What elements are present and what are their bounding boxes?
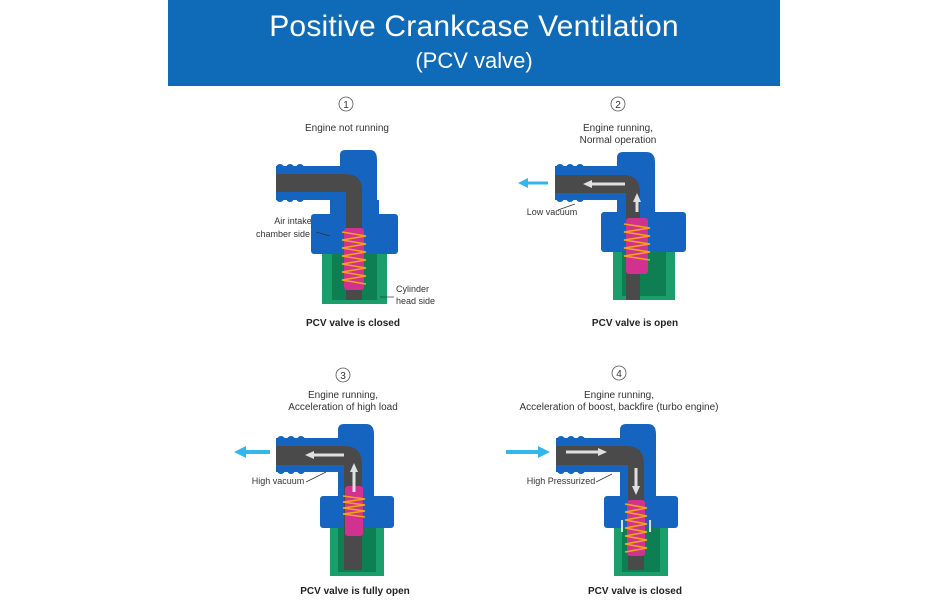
panel-caption-line-1: Engine running, <box>307 390 379 401</box>
panel-number: 1 <box>343 100 349 111</box>
flow-out-arrow <box>234 446 246 458</box>
panel-number: 3 <box>340 371 346 382</box>
flow-in-arrow <box>538 446 550 458</box>
panel-caption-line-1: Engine running, <box>582 123 654 134</box>
label-air-intake: Air intake <box>274 216 312 226</box>
pcv-valve-1 <box>276 150 398 304</box>
panel-2 <box>518 97 686 329</box>
label-chamber-side: chamber side <box>255 229 311 239</box>
label-cylinder: Cylinder <box>396 284 430 294</box>
panel-status: PCV valve is fully open <box>300 586 410 597</box>
panel-number: 2 <box>615 100 621 111</box>
panel-caption-line-2: Normal operation <box>579 135 657 146</box>
label-high-vacuum: High vacuum <box>251 476 305 486</box>
panel-number: 4 <box>616 369 622 380</box>
page-title: Positive Crankcase Ventilation <box>269 10 679 43</box>
panel-1 <box>256 97 435 329</box>
panel-3 <box>234 368 410 597</box>
pcv-valve-2 <box>555 152 686 300</box>
panel-status: PCV valve is closed <box>588 586 682 597</box>
label-head-side: head side <box>396 296 436 306</box>
page-subtitle: (PCV valve) <box>415 48 533 73</box>
flow-out-arrow <box>518 178 528 188</box>
panel-status: PCV valve is open <box>591 318 679 329</box>
panel-caption-line-2: Acceleration of boost, backfire (turbo engine) <box>519 402 719 413</box>
label-high-pressurized: High Pressurized <box>526 476 596 486</box>
panel-caption-line-1: Engine running, <box>583 390 655 401</box>
panel-status: PCV valve is closed <box>306 318 400 329</box>
panel-caption-line-2: Acceleration of high load <box>288 402 398 413</box>
pcv-valve-3 <box>276 424 394 576</box>
label-low-vacuum: Low vacuum <box>526 207 578 217</box>
pcv-valve-4 <box>556 424 678 576</box>
panel-caption-line-1: Engine not running <box>305 123 389 134</box>
panel-4 <box>506 366 719 597</box>
